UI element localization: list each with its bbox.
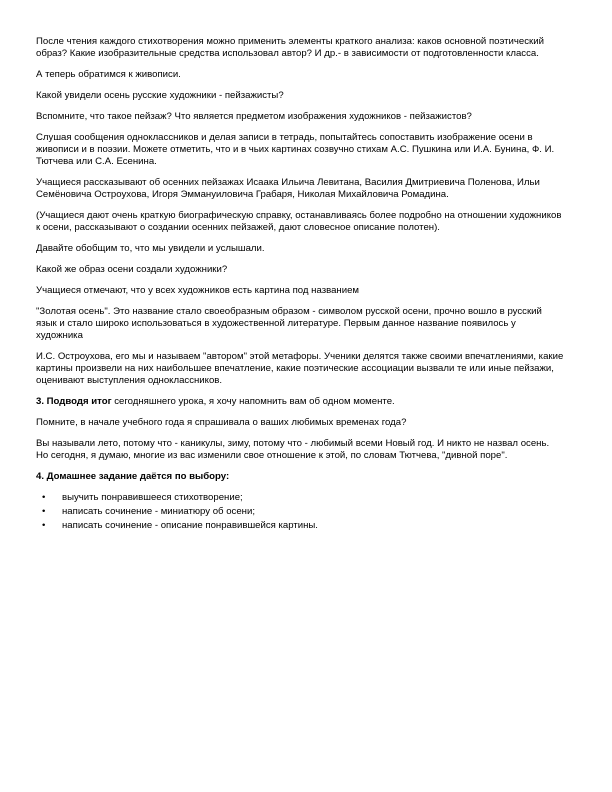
paragraph-seasons: Вы называли лето, потому что - каникулы, зиму, потому что - любимый всеми Новый год. И никто не назвал осень. Но сегодня, я думаю, многие из вас изменили свое отношение к этой, по словам Тютчева, "дивной поре". xyxy=(36,438,550,461)
paragraph-question-landscape: Вспомните, что такое пейзаж? Что является предметом изображения художников - пейзажистов? xyxy=(36,111,472,122)
paragraph-biography: (Учащиеся дают очень краткую биографическую справку, останавливаясь более подробно на отношении художников к осени, рассказывают о создании осенних пейзажей, дают словесное описание полотен). xyxy=(36,210,562,233)
paragraph-painters: Учащиеся рассказывают об осенних пейзажах Исаака Ильича Левитана, Василия Дмитриевича Поленова, Ильи Семёновича Остроухова, Игоря Эммануиловича Грабаря, Николая Михайловича Ромадина. xyxy=(36,177,540,200)
paragraph-compare: Слушая сообщения одноклассников и делая записи в тетрадь, попытайтесь сопоставить изображение осени в живописи и в поэзии. Можете отметить, что и в чьих картинах созвучно стихам А.С. Пушкина или И.А. Бунина, Ф. И. Тютчева или С.А. Есенина. xyxy=(36,132,555,167)
section-3-text: сегодняшнего урока, я хочу напомнить вам об одном моменте. xyxy=(111,396,395,407)
homework-list xyxy=(36,492,564,532)
paragraph-image-question: Какой же образ осени создали художники? xyxy=(36,264,228,275)
document-page xyxy=(36,36,564,534)
paragraph-students-note: Учащиеся отмечают, что у всех художников есть картина под названием xyxy=(36,285,360,296)
list-item: • написать сочинение - описание понравившейся картины. xyxy=(62,520,564,532)
paragraph-remember: Помните, в начале учебного года я спрашивала о ваших любимых временах года? xyxy=(36,417,407,428)
paragraph-question-autumn: Какой увидели осень русские художники - пейзажисты? xyxy=(36,90,284,101)
list-item: • выучить понравившееся стихотворение; xyxy=(62,492,564,504)
section-4-heading: 4. Домашнее задание даётся по выбору: xyxy=(36,471,230,482)
paragraph-painting-intro: А теперь обратимся к живописи. xyxy=(36,69,181,80)
paragraph-ostroukhov: И.С. Остроухова, его мы и называем "автором" этой метафоры. Ученики делятся также своими впечатлениями, какие картины произвели на них наибольшее впечатление, какие поэтические ассоциации вызвали те или иные пейзажи, оценивают выступления одноклассников. xyxy=(36,351,564,386)
paragraph-summary: Давайте обобщим то, что мы увидели и услышали. xyxy=(36,243,265,254)
paragraph-analysis: После чтения каждого стихотворения можно применить элементы краткого анализа: каков основной поэтический образ? Какие изобразительные средства использовал автор? И др.- в зависимости от подготовленности класса. xyxy=(36,36,544,59)
section-3-heading: 3. Подводя итог xyxy=(36,396,112,407)
list-item: • написать сочинение - миниатюру об осени; xyxy=(62,506,564,518)
paragraph-section-3 xyxy=(36,396,564,408)
paragraph-golden-autumn: "Золотая осень". Это название стало своеобразным образом - символом русской осени, прочно вошло в русский язык и стало широко использоваться в художественной литературе. Первым данное название появилось у художника xyxy=(36,306,542,341)
